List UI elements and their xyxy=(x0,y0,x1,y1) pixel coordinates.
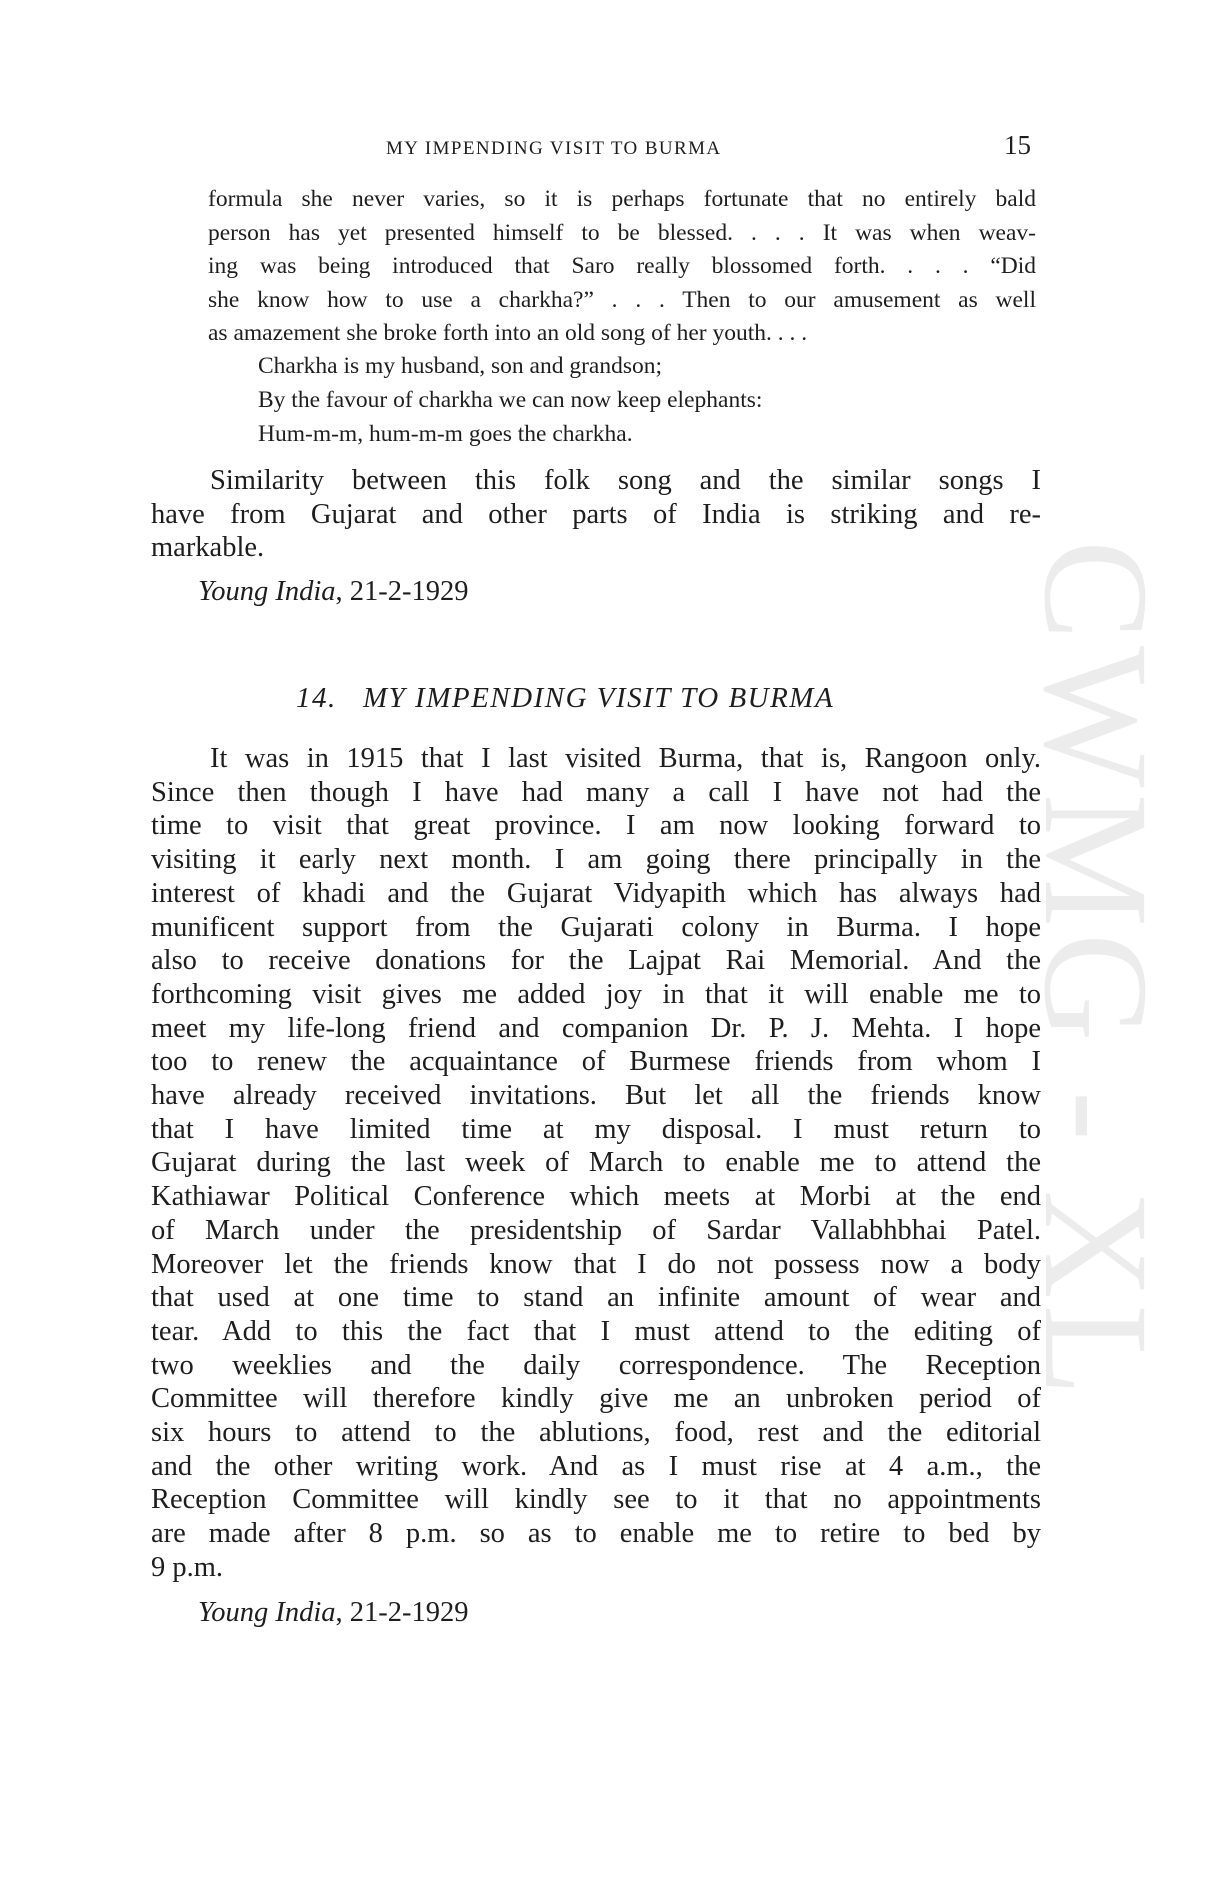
paragraph-line: have from Gujarat and other parts of India is striking and re- xyxy=(151,498,1041,530)
paragraph-line: and the other writing work. And as I must rise at 4 a.m., the xyxy=(151,1450,1041,1482)
verse-line: Hum-m-m, hum-m-m goes the charkha. xyxy=(258,421,633,447)
publication-date: , 21-2-1929 xyxy=(335,576,469,607)
source-citation xyxy=(198,1597,469,1629)
paragraph-line: interest of khadi and the Gujarat Vidyapith which has always had xyxy=(151,877,1041,909)
paragraph-visit xyxy=(151,742,1041,1585)
paragraph-line: have already received invitations. But let all the friends know xyxy=(151,1080,1041,1112)
quote-line: as amazement she broke forth into an old song of her youth. . . . xyxy=(208,320,808,347)
paragraph-line: markable. xyxy=(151,532,265,564)
paragraph-line: too to renew the acquaintance of Burmese friends from whom I xyxy=(151,1046,1041,1078)
paragraph-line: are made after 8 p.m. so as to enable me to retire to bed by xyxy=(151,1518,1041,1550)
paragraph-line: of March under the presidentship of Sardar Vallabhbhai Patel. xyxy=(151,1214,1041,1246)
paragraph-line: also to receive donations for the Lajpat Rai Memorial. And the xyxy=(151,945,1041,977)
page-number: 15 xyxy=(1004,130,1031,160)
paragraph-line: Gujarat during the last week of March to enable me to attend the xyxy=(151,1147,1041,1179)
paragraph-line: tear. Add to this the fact that I must attend to the editing of xyxy=(151,1315,1041,1347)
publication-name: Young India xyxy=(198,576,336,607)
quote-line: person has yet presented himself to be blessed. . . . It was when weav- xyxy=(208,219,1036,246)
article-title: MY IMPENDING VISIT TO BURMA xyxy=(363,682,835,714)
paragraph-line: time to visit that great province. I am now looking forward to xyxy=(151,810,1041,842)
paragraph-line: that used at one time to stand an infinite amount of wear and xyxy=(151,1282,1041,1314)
paragraph-similarity xyxy=(151,464,1041,565)
paragraph-line: Similarity between this folk song and the similar songs I xyxy=(210,465,1041,496)
verse-line: Charkha is my husband, son and grandson; xyxy=(258,353,663,379)
running-head: MY IMPENDING VISIT TO BURMA xyxy=(386,138,722,159)
quote-line: she know how to use a charkha?” . . . Then to our amusement as well xyxy=(208,286,1036,313)
paragraph-line: Since then though I have had many a call I have not had the xyxy=(151,776,1041,808)
paragraph-line: munificent support from the Gujarati colony in Burma. I hope xyxy=(151,911,1041,943)
paragraph-line: forthcoming visit gives me added joy in that it will enable me to xyxy=(151,978,1041,1010)
publication-name: Young India xyxy=(198,1597,336,1628)
paragraph-line: six hours to attend to the ablutions, food, rest and the editorial xyxy=(151,1417,1041,1449)
paragraph-line: Committee will therefore kindly give me an unbroken period of xyxy=(151,1383,1041,1415)
publication-date: , 21-2-1929 xyxy=(335,1597,469,1628)
paragraph-line: Moreover let the friends know that I do not possess now a body xyxy=(151,1248,1041,1280)
paragraph-line: visiting it early next month. I am going there principally in the xyxy=(151,844,1041,876)
quote-line: ing was being introduced that Saro really blossomed forth. . . . “Did xyxy=(208,253,1036,280)
song-verse xyxy=(258,349,762,451)
paragraph-line: Reception Committee will kindly see to it that no appointments xyxy=(151,1484,1041,1516)
article-heading xyxy=(296,682,834,715)
source-citation xyxy=(198,576,469,608)
paragraph-line: 9 p.m. xyxy=(151,1551,224,1583)
watermark: CWMG - XL xyxy=(1013,540,1179,1403)
verse-line: By the favour of charkha we can now keep elephants: xyxy=(258,387,763,413)
quote-line: formula she never varies, so it is perhaps fortunate that no entirely bald xyxy=(208,186,1036,212)
paragraph-line: that I have limited time at my disposal. I must return to xyxy=(151,1113,1041,1145)
paragraph-line: meet my life-long friend and companion Dr. P. J. Mehta. I hope xyxy=(151,1012,1041,1044)
paragraph-line: two weeklies and the daily correspondence. The Reception xyxy=(151,1349,1041,1381)
paragraph-line: Kathiawar Political Conference which meets at Morbi at the end xyxy=(151,1181,1041,1213)
article-number: 14. xyxy=(296,682,337,714)
paragraph-line: It was in 1915 that I last visited Burma, that is, Rangoon only. xyxy=(210,743,1041,774)
quoted-passage xyxy=(208,183,1036,351)
